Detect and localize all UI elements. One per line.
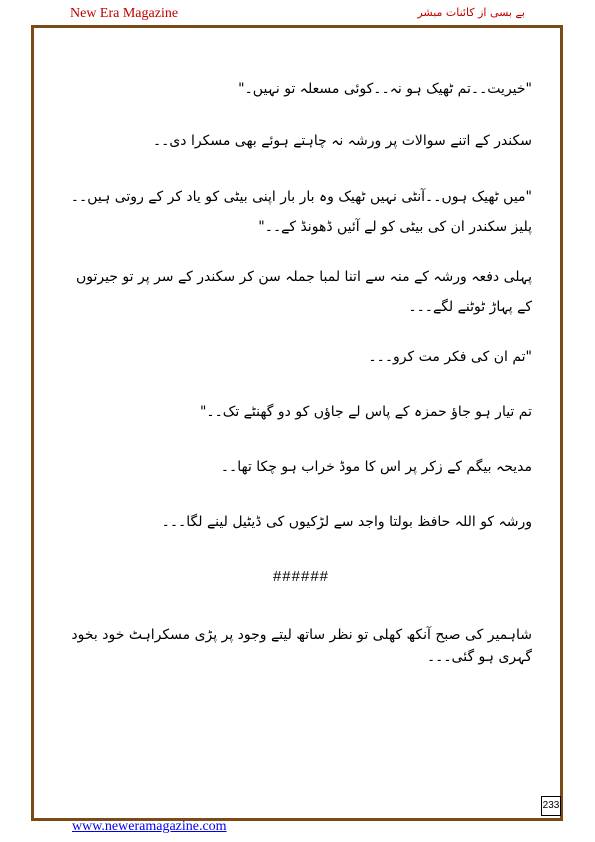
- section-separator: ######: [272, 568, 330, 585]
- paragraph-8: ورشہ کو اللہ حافظ بولتا واجد سے لڑکیوں کی ڈیٹیل لینے لگا۔۔۔: [161, 514, 532, 530]
- paragraph-4: پہلی دفعہ ورشہ کے منہ سے اتنا لمبا جملہ سن کر سکندر کے سر پر تو جیرتوں کے پہاڑ ٹوٹنے لگے۔۔۔: [75, 269, 532, 315]
- paragraph-6: تم تیار ہو جاؤ حمزہ کے پاس لے جاؤں کو دو گھنٹے تک۔۔": [199, 404, 532, 420]
- footer-website-link[interactable]: www.neweramagazine.com: [72, 819, 227, 834]
- paragraph-1: "خیریت۔۔تم ٹھیک ہو نہ۔۔کوئی مسعلہ تو نہیں۔": [238, 81, 532, 97]
- magazine-name-header: New Era Magazine: [70, 6, 179, 21]
- story-body: [70, 72, 532, 668]
- story-title-header: بے بسی از کائنات مبشر: [417, 6, 525, 19]
- paragraph-7: مدیحہ بیگم کے زکر پر اس کا موڈ خراب ہو چکا تھا۔۔: [220, 459, 532, 475]
- page-number: 233: [541, 796, 561, 816]
- paragraph-3: "میں ٹھیک ہوں۔۔آنٹی نہیں ٹھیک وہ بار بار اپنی بیٹی کو یاد کر کے روتی ہیں۔۔پلیز سکندر ان کی بیٹی کو لے آئیں ڈھونڈ کے۔۔": [70, 189, 532, 235]
- paragraph-2: سکندر کے اتنے سوالات پر ورشہ نہ چاہتے ہوئے بھی مسکرا دی۔۔: [152, 133, 532, 149]
- paragraph-5: "تم ان کی فکر مت کرو۔۔۔: [368, 349, 532, 365]
- paragraph-9: شاہمیر کی صبح آنکھ کھلی تو نظر ساتھ لیتے وجود پر پڑی مسکراہٹ خود بخود گہری ہو گئی۔۔۔: [71, 627, 532, 665]
